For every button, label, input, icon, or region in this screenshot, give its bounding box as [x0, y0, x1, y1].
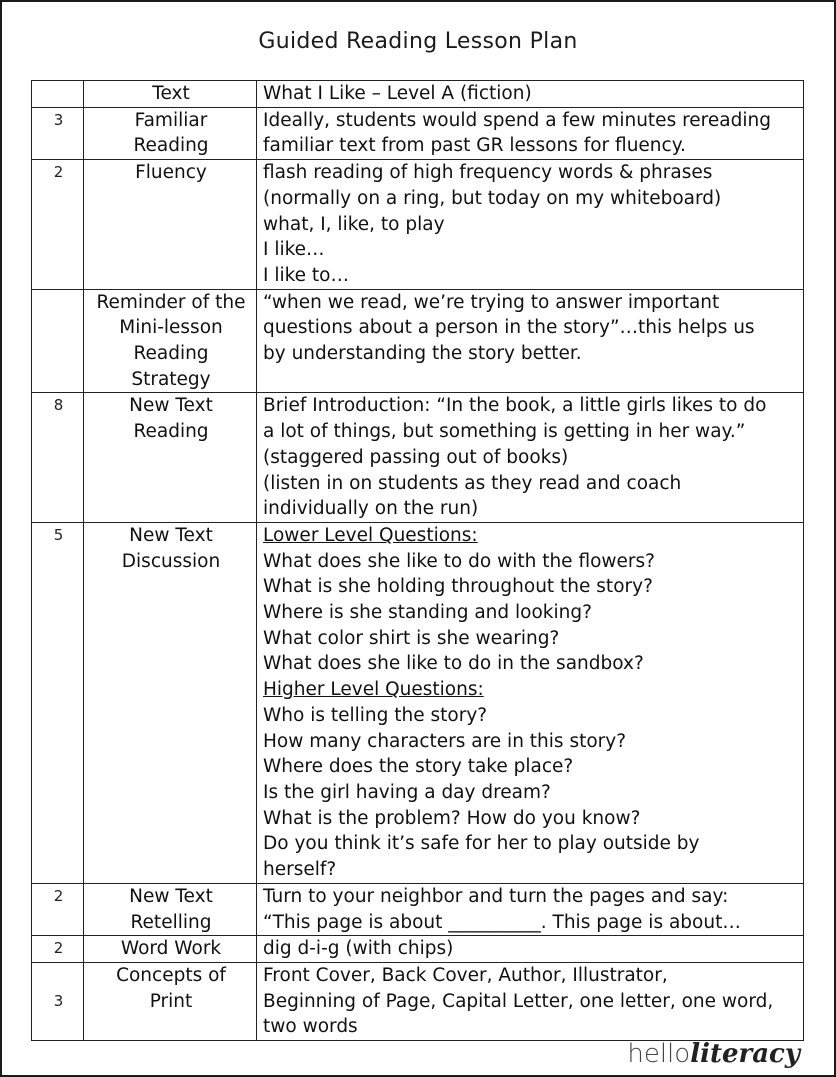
lesson-plan-row	[32, 393, 804, 523]
activity-line: “when we read, we’re trying to answer important	[263, 291, 720, 313]
activity-line: Front Cover, Back Cover, Author, Illustrator,	[263, 964, 668, 986]
minutes-cell: 2	[32, 160, 84, 290]
component-cell	[84, 883, 257, 935]
activity-line: I like to…	[263, 264, 350, 286]
activity-cell	[257, 522, 804, 883]
activity-line: What is she holding throughout the story?	[263, 576, 653, 598]
component-line: Strategy	[131, 368, 211, 390]
component-cell	[84, 107, 257, 159]
lesson-plan-row	[32, 936, 804, 963]
component-line: New Text	[129, 395, 213, 417]
activity-cell	[257, 393, 804, 523]
activity-line: familiar text from past GR lessons for fluency.	[263, 135, 686, 157]
component-line: Concepts of	[116, 964, 226, 986]
component-cell	[84, 522, 257, 883]
minutes-cell: 3	[32, 107, 84, 159]
activity-line: Ideally, students would spend a few minutes rereading	[263, 109, 771, 131]
activity-line: questions about a person in the story”…this helps us	[263, 317, 755, 339]
activity-cell	[257, 160, 804, 290]
activity-line: Turn to your neighbor and turn the pages and say:	[263, 885, 729, 907]
lesson-plan-table	[31, 80, 804, 1041]
brand-hello-text: hello	[627, 1039, 691, 1069]
activity-line: Do you think it’s safe for her to play outside by	[263, 833, 700, 855]
lesson-plan-row	[32, 962, 804, 1040]
activity-cell	[257, 289, 804, 393]
activity-line: I like…	[263, 239, 325, 261]
activity-line: (staggered passing out of books)	[263, 446, 569, 468]
component-line: Reading	[133, 421, 209, 443]
activity-line: what, I, like, to play	[263, 213, 445, 235]
component-line: Print	[149, 990, 193, 1012]
lesson-plan-row	[32, 522, 804, 883]
component-line: Retelling	[130, 911, 212, 933]
minutes-cell: 3	[32, 962, 84, 1040]
minutes-cell: 2	[32, 936, 84, 963]
component-cell	[84, 289, 257, 393]
activity-line: How many characters are in this story?	[263, 730, 627, 752]
activity-line: What does she like to do in the sandbox?	[263, 653, 644, 675]
lesson-plan-row	[32, 883, 804, 935]
activity-line: individually on the run)	[263, 498, 479, 520]
lesson-plan-body	[32, 81, 804, 1041]
activity-line: “This page is about __________. This page is about…	[263, 911, 741, 933]
activity-cell	[257, 936, 804, 963]
activity-line: Beginning of Page, Capital Letter, one letter, one word,	[263, 990, 774, 1012]
component-cell	[84, 160, 257, 290]
component-line: Reading	[133, 135, 209, 157]
activity-line: herself?	[263, 859, 337, 881]
activity-cell	[257, 81, 804, 108]
lesson-plan-row	[32, 107, 804, 159]
component-cell	[84, 962, 257, 1040]
minutes-cell: 8	[32, 393, 84, 523]
activity-cell	[257, 107, 804, 159]
component-line: Reading	[133, 343, 209, 365]
activity-line: Is the girl having a day dream?	[263, 781, 551, 803]
minutes-cell: 2	[32, 883, 84, 935]
activity-line: What color shirt is she wearing?	[263, 627, 560, 649]
component-cell	[84, 393, 257, 523]
activity-cell	[257, 962, 804, 1040]
component-line: Text	[152, 83, 190, 104]
minutes-cell: 5	[32, 522, 84, 883]
minutes-cell	[32, 289, 84, 393]
component-line: Word Work	[120, 938, 222, 960]
component-line: Fluency	[135, 162, 207, 184]
activity-line: (normally on a ring, but today on my whiteboard)	[263, 187, 722, 209]
lesson-plan-row	[32, 160, 804, 290]
activity-line: a lot of things, but something is getting in her way.”	[263, 421, 746, 443]
lesson-plan-row	[32, 289, 804, 393]
activity-line: Brief Introduction: “In the book, a little girls likes to do	[263, 395, 767, 417]
activity-line: by understanding the story better.	[263, 343, 582, 365]
activity-line: What I Like – Level A (fiction)	[263, 83, 532, 104]
brand-logo	[627, 1039, 800, 1069]
component-cell	[84, 936, 257, 963]
component-line: New Text	[129, 524, 213, 546]
page-title: Guided Reading Lesson Plan	[258, 29, 578, 54]
component-line: Discussion	[121, 550, 221, 572]
activity-line: two words	[263, 1016, 358, 1038]
activity-line: What does she like to do with the flowers?	[263, 550, 655, 572]
question-heading: Lower Level Questions:	[263, 524, 478, 546]
minutes-cell	[32, 81, 84, 108]
activity-line: dig d-i-g (with chips)	[263, 938, 454, 960]
brand-literacy-text: literacy	[690, 1039, 800, 1069]
activity-line: (listen in on students as they read and coach	[263, 472, 682, 494]
activity-line: flash reading of high frequency words & phrases	[263, 162, 713, 184]
lesson-plan-row	[32, 81, 804, 108]
activity-cell	[257, 883, 804, 935]
activity-line: Who is telling the story?	[263, 704, 488, 726]
activity-line: What is the problem? How do you know?	[263, 807, 641, 829]
component-line: Mini-lesson	[119, 317, 223, 339]
question-heading: Higher Level Questions:	[263, 679, 484, 701]
component-line: Reminder of the	[96, 291, 246, 313]
component-cell	[84, 81, 257, 108]
component-line: Familiar	[134, 109, 208, 131]
activity-line: Where does the story take place?	[263, 756, 574, 778]
activity-line: Where is she standing and looking?	[263, 602, 592, 624]
component-line: New Text	[129, 885, 213, 907]
